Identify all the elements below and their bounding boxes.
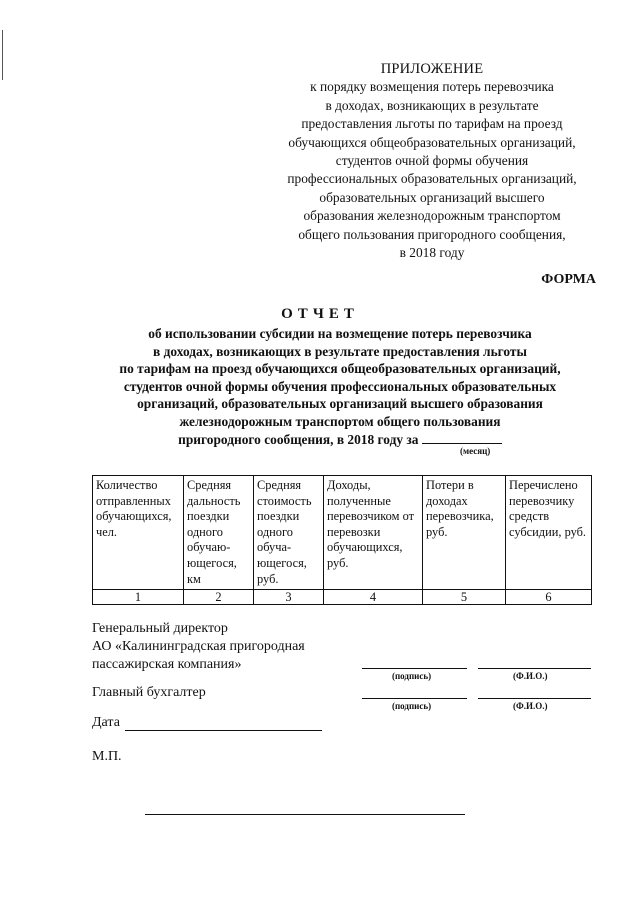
table-number-cell: 3: [254, 590, 324, 605]
appendix-header: [262, 60, 602, 262]
date-label: Дата: [92, 715, 120, 730]
report-subtitle-line: студентов очной формы обучения профессиональных образовательных: [123, 378, 557, 394]
name-caption: (Ф.И.О.): [513, 701, 548, 711]
report-table: [92, 475, 592, 605]
bottom-divider: [145, 814, 465, 815]
table-header-cell: Средняя стоимость поездки одного обуча-ющегося, руб.: [254, 476, 324, 590]
appendix-line: в доходах, возникающих в результате: [325, 97, 539, 113]
report-subtitle-line: в доходах, возникающих в результате предоставления льготы: [153, 343, 527, 359]
appendix-line: студентов очной формы обучения: [335, 153, 529, 169]
company-name-line: пассажирская компания»: [92, 657, 242, 672]
stamp-label: М.П.: [92, 749, 122, 764]
appendix-line: образования железнодорожным транспортом: [303, 208, 561, 224]
appendix-line: к порядку возмещения потерь перевозчика: [310, 79, 554, 95]
table-header-cell: Количество отправленных обучающихся, чел.: [93, 476, 184, 590]
table-number-cell: 2: [184, 590, 254, 605]
report-period-text: пригородного сообщения, в 2018 году за: [178, 431, 419, 447]
table-header-cell: Потери в доходах перевозчика, руб.: [423, 476, 506, 590]
month-input-line[interactable]: [422, 431, 502, 444]
signature-caption: (подпись): [392, 701, 432, 711]
report-title: ОТЧЕТ: [281, 306, 359, 322]
director-name-line[interactable]: [478, 668, 591, 669]
scan-edge-mark: [2, 30, 3, 80]
accountant-name-line[interactable]: [478, 698, 591, 699]
table-header-cell: Перечислено перевозчику средств субсидии, руб.: [506, 476, 592, 590]
appendix-line: общего пользования пригородного сообщения,: [298, 226, 566, 242]
table-number-row: [93, 590, 592, 605]
table-header-row: [93, 476, 592, 590]
table-number-cell: 1: [93, 590, 184, 605]
director-block: [92, 620, 305, 674]
company-name-line: АО «Калининградская пригородная: [92, 639, 305, 654]
report-subtitle-last-line: [70, 431, 610, 449]
name-caption: (Ф.И.О.): [513, 671, 548, 681]
director-title: Генеральный директор: [92, 621, 228, 636]
appendix-line: образовательных организаций высшего: [319, 189, 545, 205]
signature-caption: (подпись): [392, 671, 432, 681]
report-subtitle-line: по тарифам на проезд обучающихся общеобразовательных организаций,: [119, 361, 561, 377]
appendix-line: обучающихся общеобразовательных организаций,: [288, 134, 576, 150]
appendix-title: ПРИЛОЖЕНИЕ: [380, 61, 484, 77]
appendix-line: предоставления льготы по тарифам на проезд: [301, 116, 563, 132]
month-caption: (месяц): [460, 446, 491, 456]
appendix-line: в 2018 году: [399, 245, 465, 261]
report-subtitle-line: организаций, образовательных организаций высшего образования: [137, 396, 543, 412]
table-header-cell: Средняя дальность поездки одного обучаю-ющегося, км: [184, 476, 254, 590]
report-subtitle-line: железнодорожным транспортом общего пользования: [179, 413, 501, 429]
report-subtitle: [70, 325, 610, 448]
accountant-title: Главный бухгалтер: [92, 685, 206, 700]
director-signature-line[interactable]: [362, 668, 467, 669]
table-number-cell: 6: [506, 590, 592, 605]
form-label: ФОРМА: [541, 272, 596, 287]
appendix-line: профессиональных образовательных организаций,: [287, 171, 577, 187]
table-header-cell: Доходы, полученные перевозчиком от перевозки обучающихся, руб.: [324, 476, 423, 590]
table-number-cell: 5: [423, 590, 506, 605]
report-subtitle-line: об использовании субсидии на возмещение потерь перевозчика: [148, 326, 532, 341]
table-number-cell: 4: [324, 590, 423, 605]
date-input-line[interactable]: [125, 730, 322, 731]
accountant-signature-line[interactable]: [362, 698, 467, 699]
